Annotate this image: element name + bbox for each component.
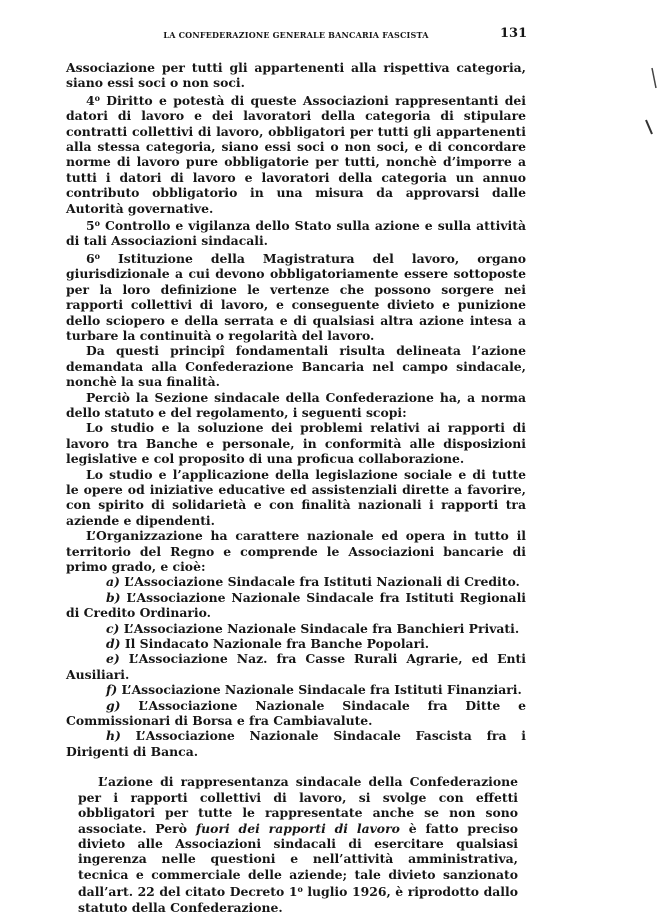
- list-letter: d): [106, 636, 121, 652]
- point-number: 6: [86, 250, 95, 266]
- list-text: Il Sindacato Nazionale fra Banche Popolari.: [120, 636, 430, 652]
- date-number: 1: [288, 884, 298, 900]
- margin-scan-mark: [652, 68, 656, 88]
- list-item-h: [66, 728, 526, 759]
- point-number: 4: [86, 92, 95, 108]
- paragraph-text: luglio 1926, è riprodotto dallo statuto della Confederazione.: [78, 884, 518, 915]
- paragraph-section: Perciò la Sezione sindacale della Confederazione ha, a norma dello statuto e del regolamento, i seguenti scopi:: [66, 389, 526, 420]
- paragraph-aim-2: Lo studio e l’applicazione della legislazione sociale e di tutte le opere od iniziative educative ed assistenziali dirette a favorire, con spirito di solidarietà e con finalità nazionali i rapporti tra aziende e dipendenti.: [66, 466, 526, 528]
- paragraph-point-4: [66, 91, 526, 216]
- list-letter: g): [106, 697, 121, 713]
- list-item-b: [66, 590, 526, 621]
- list-item-d: [66, 636, 526, 651]
- margin-scan-mark: [646, 120, 652, 134]
- point-number: 5: [86, 218, 95, 234]
- list-item-c: [66, 621, 526, 636]
- list-text: L’Associazione Nazionale Sindacale fra Ditte e Commissionari di Borsa e fra Cambiavalute.: [66, 697, 526, 729]
- list-text: L’Associazione Sindacale fra Istituti Nazionali di Credito.: [119, 574, 520, 590]
- paragraph-text: è fatto preciso divieto alle Associazioni sindacali di esercitare qualsiasi ingerenza nelle questioni e nell’attività amministrativa, tecnica e commerciale delle aziende; tale divieto sanzionato dall’art. 22 del citato Decreto: [78, 820, 518, 900]
- ordinal-mark: o: [94, 250, 100, 261]
- list-text: L’Associazione Nazionale Sindacale fra Banchieri Privati.: [119, 620, 520, 636]
- list-text: L’Associazione Naz. fra Casse Rurali Agrarie, ed Enti Ausiliari.: [66, 651, 526, 682]
- paragraph-organization: L’Organizzazione ha carattere nazionale ed opera in tutto il territorio del Regno e comprende le Associazioni bancarie di primo grado, e cioè:: [66, 528, 526, 574]
- list-letter: h): [106, 728, 121, 744]
- list-item-e: [66, 651, 526, 682]
- list-text: L’Associazione Nazionale Sindacale fra Istituti Regionali di Credito Ordinario.: [66, 589, 526, 621]
- running-header: LA CONFEDERAZIONE GENERALE BANCARIA FASCISTA: [163, 30, 429, 40]
- list-item-a: [66, 574, 526, 589]
- point-text: Diritto e potestà di queste Associazioni rappresentanti dei datori di lavoro e dei lavoratori della categoria di stipulare contratti collettivi di lavoro, obbligatori per tutti gli appartenenti alla stessa categoria, siano essi soci o non soci, e di concordare norme di lavoro pure obbligatorie per tutti, nonchè d’imporre a tutti i datori di lavoro e lavoratori della categoria un annuo contributo obbligatorio in una misura da approvarsi dalle Autorità governative.: [66, 92, 526, 216]
- list-letter: e): [106, 651, 120, 667]
- point-text: Controllo e vigilanza dello Stato sulla azione e sulla attività di tali Associazioni sindacali.: [66, 218, 526, 249]
- list-text: L’Associazione Nazionale Sindacale fra Istituti Finanziari.: [117, 682, 522, 698]
- paragraph-aim-1: Lo studio e la soluzione dei problemi relativi ai rapporti di lavoro tra Banche e personale, in conformità alle disposizioni legislative e col proposito di una proficua collaborazione.: [66, 420, 526, 467]
- page-number: 131: [500, 26, 528, 41]
- body-text: [66, 60, 526, 915]
- paragraph-representation: [78, 774, 518, 915]
- list-letter: b): [106, 589, 121, 605]
- list-text: L’Associazione Nazionale Sindacale Fascista fra i Dirigenti di Banca.: [66, 728, 526, 759]
- paragraph-point-5: [66, 216, 526, 249]
- list-letter: a): [106, 574, 120, 590]
- ordinal-mark: o: [94, 218, 100, 229]
- ordinal-mark: o: [297, 884, 303, 895]
- list-item-g: [66, 698, 526, 729]
- ordinal-mark: o: [94, 92, 100, 103]
- list-letter: f): [106, 682, 118, 698]
- paragraph-text: L’azione di rappresentanza sindacale della Confederazione per i rapporti collettivi di lavoro, si svolge con effetti obbligatori per tutte le rappresentate anche se non sono associate. Però: [78, 774, 518, 836]
- paragraph-continuation: Associazione per tutti gli appartenenti alla rispettiva categoria, siano essi soci o non soci.: [66, 60, 526, 91]
- paragraph-point-6: [66, 249, 526, 343]
- point-text: Istituzione della Magistratura del lavoro, organo giurisdizionale a cui devono obbligatoriamente essere sottoposte per la loro definizione le vertenze che possono sorgere nei rapporti collettivi di lavoro, e conseguente divieto e punizione dello sciopero e della serrata e di qualsiasi altra azione intesa a turbare la continuità o regolarità del lavoro.: [66, 250, 526, 343]
- list-letter: c): [106, 620, 120, 636]
- italic-phrase: fuori dei rapporti di lavoro: [195, 820, 400, 836]
- paragraph-principles: Da questi principî fondamentali risulta delineata l’azione demandata alla Confederazione Bancaria nel campo sindacale, nonchè la sua finalità.: [66, 343, 526, 390]
- list-item-f: [66, 682, 526, 697]
